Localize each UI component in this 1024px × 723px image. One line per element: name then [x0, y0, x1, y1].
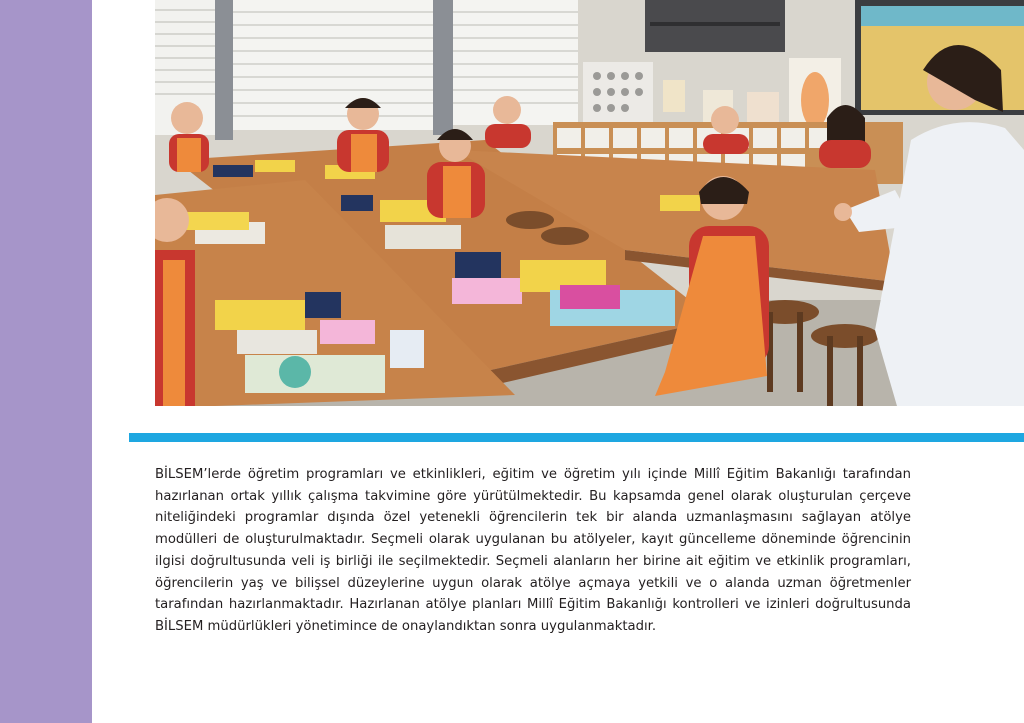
body-paragraph-text: BİLSEM’lerde öğretim programları ve etkinlikleri, eğitim ve öğretim yılı içinde Millî Eğitim Bakanlığı tarafından hazırlanan ortak yıllık çalışma takvimine göre yürütülmektedir. Bu kapsamda genel olarak oluşturulan çerçeve niteliğindeki programlar dışında özel yetenekli öğrencilerin tek bir alanda uzmanlaşmasını sağlayan atölye modülleri de oluşturulmaktadır. Seçmeli olarak uygulanan bu atölyeler, kayıt güncelleme döneminde öğrencinin ilgisi doğrultusunda veli iş birliği ile seçilmektedir. Seçmeli alanların her birine ait eğitim ve etkinlik programları, öğrencilerin yaş ve bilişsel düzeylerine uygun olarak atölye açmaya yetkili ve o alanda uzman öğretmenler tarafından hazırlanmaktadır. Hazırlanan atölye planları Millî Eğitim Bakanlığı kontrolleri ve izinleri doğrultusunda BİLSEM müdürlükleri yönetimince de onaylandıktan sonra uygulanmaktadır. — [155, 467, 911, 634]
decorative-side-band — [0, 0, 92, 723]
body-paragraph — [155, 464, 911, 638]
classroom-photo — [155, 0, 1024, 406]
divider-rule — [129, 433, 1024, 442]
classroom-photo-illustration — [155, 0, 1024, 406]
